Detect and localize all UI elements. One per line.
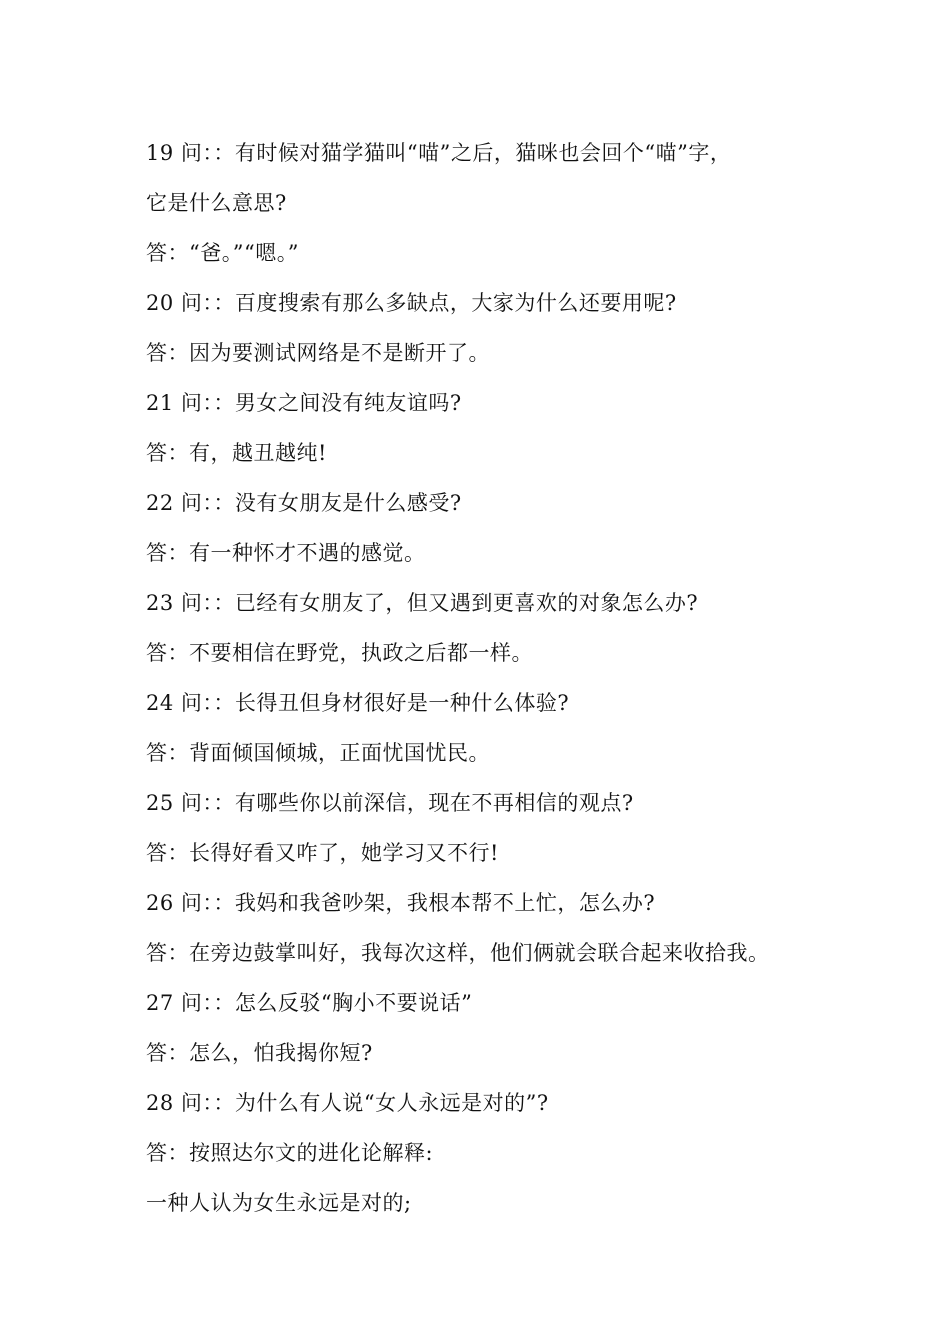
question-27: 27 问：：怎么反驳“胸小不要说话” — [146, 991, 473, 1015]
question-19-line-2: 它是什么意思? — [146, 191, 287, 215]
answer-26: 答：在旁边鼓掌叫好，我每次这样，他们俩就会联合起来收拾我。 — [146, 941, 770, 965]
document-body — [146, 128, 846, 1228]
question-21: 21 问：：男女之间没有纯友谊吗? — [146, 391, 462, 415]
question-28: 28 问：：为什么有人说“女人永远是对的”? — [146, 1091, 549, 1115]
answer-27: 答：怎么，怕我揭你短? — [146, 1041, 373, 1065]
answer-23: 答：不要相信在野党，执政之后都一样。 — [146, 641, 533, 665]
answer-28-continued: 一种人认为女生永远是对的; — [146, 1191, 412, 1215]
answer-19: 答：“爸。”“嗯。” — [146, 241, 299, 265]
question-24: 24 问：：长得丑但身材很好是一种什么体验? — [146, 691, 570, 715]
answer-28: 答：按照达尔文的进化论解释: — [146, 1141, 434, 1165]
question-19-line-1: 19 问：：有时候对猫学猫叫“喵”之后，猫咪也会回个“喵”字， — [146, 141, 732, 165]
question-22: 22 问：：没有女朋友是什么感受? — [146, 491, 462, 515]
question-26: 26 问：：我妈和我爸吵架，我根本帮不上忙，怎么办? — [146, 891, 656, 915]
answer-25: 答：长得好看又咋了，她学习又不行! — [146, 841, 499, 865]
answer-21: 答：有，越丑越纯! — [146, 441, 327, 465]
question-25: 25 问：：有哪些你以前深信，现在不再相信的观点? — [146, 791, 634, 815]
question-20: 20 问：：百度搜索有那么多缺点，大家为什么还要用呢? — [146, 291, 677, 315]
question-23: 23 问：：已经有女朋友了，但又遇到更喜欢的对象怎么办? — [146, 591, 699, 615]
answer-22: 答：有一种怀才不遇的感觉。 — [146, 541, 426, 565]
answer-24: 答：背面倾国倾城，正面忧国忧民。 — [146, 741, 490, 765]
answer-20: 答：因为要测试网络是不是断开了。 — [146, 341, 490, 365]
